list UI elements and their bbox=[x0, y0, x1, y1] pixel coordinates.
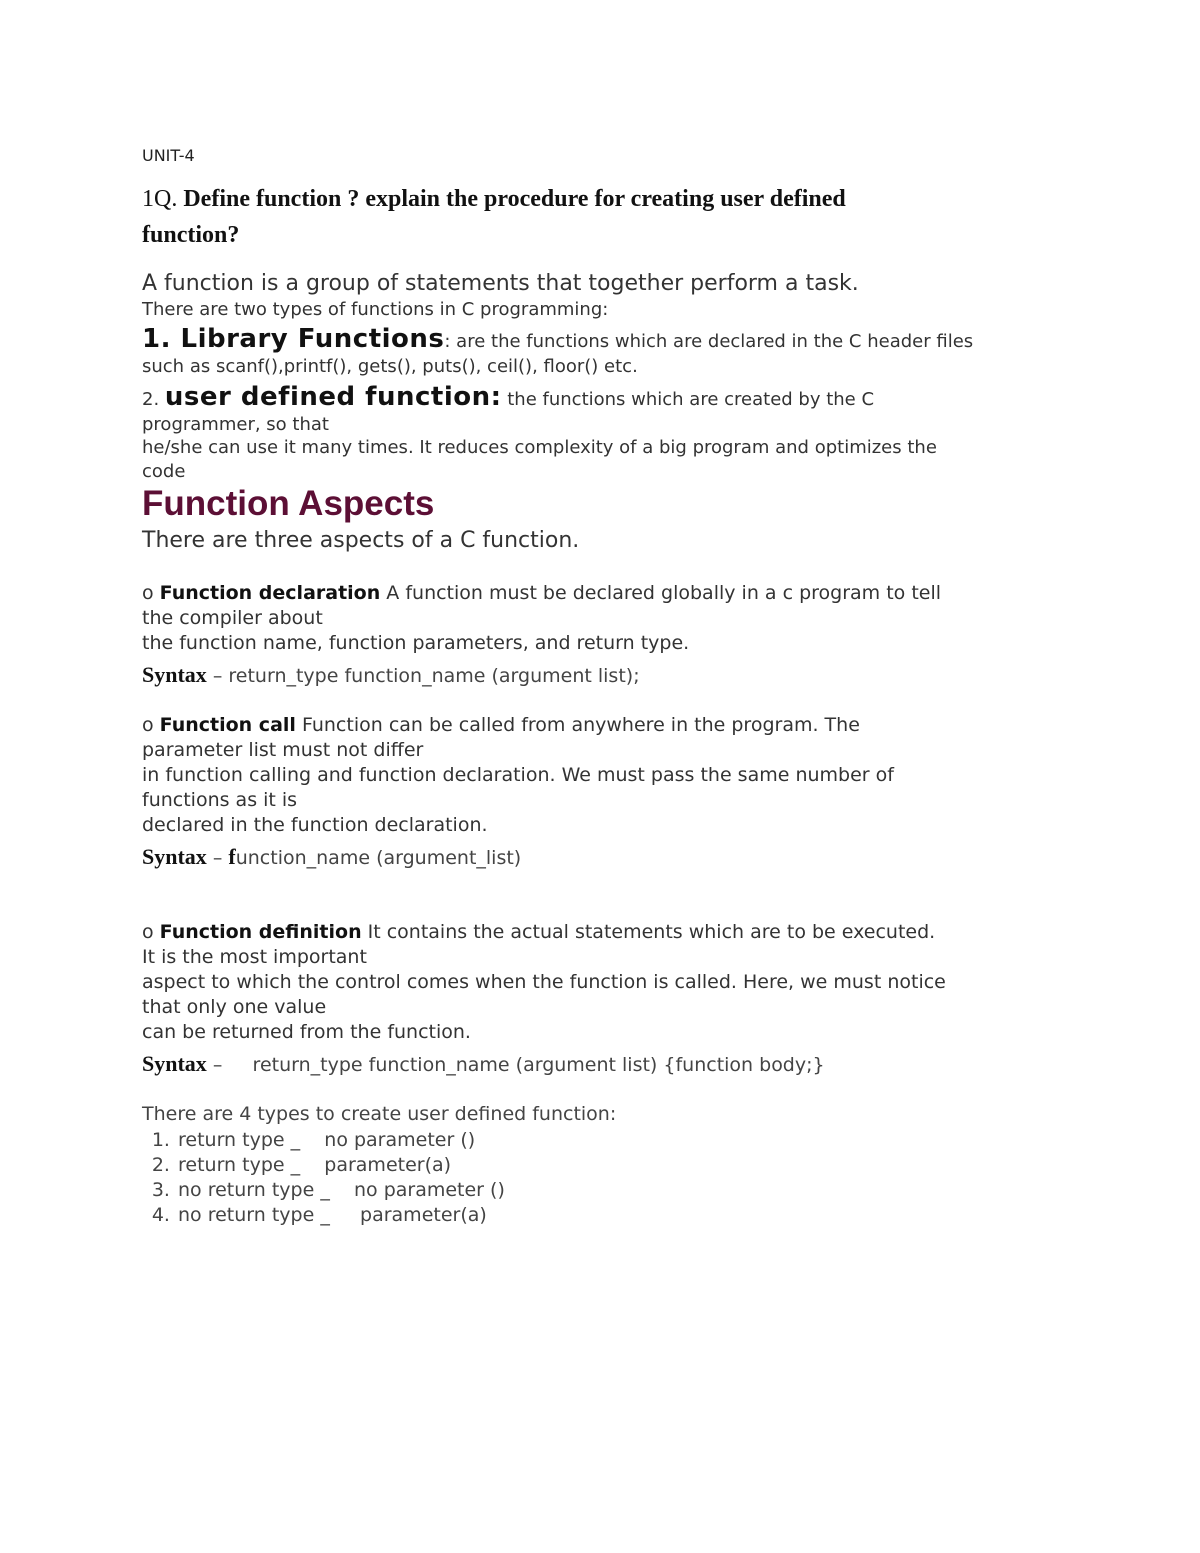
list-item: 2. return type _ parameter(a) bbox=[176, 1153, 505, 1178]
list-item: 1. return type _ no parameter () bbox=[176, 1128, 505, 1153]
definition-line-3: aspect to which the control comes when the function is called. Here, we must notice bbox=[142, 971, 946, 993]
call-line-2: parameter list must not differ bbox=[142, 739, 424, 761]
definition-line-5: can be returned from the function. bbox=[142, 1021, 471, 1043]
types-list bbox=[142, 1128, 505, 1228]
user-defined-text-4: code bbox=[142, 461, 186, 482]
question-text: Define function ? explain the procedure for creating user defined bbox=[183, 186, 846, 212]
aspects-title: Function Aspects bbox=[142, 484, 435, 523]
syntax-dash: – bbox=[206, 1054, 253, 1076]
types-intro: There are 4 types to create user defined function: bbox=[142, 1103, 617, 1125]
declaration-text-1: A function must be declared globally in a c program to tell bbox=[380, 582, 942, 604]
declaration-line-1 bbox=[142, 582, 941, 604]
definition-syntax-value: return_type function_name (argument list) {function body;} bbox=[252, 1054, 825, 1076]
unit-heading: UNIT-4 bbox=[142, 146, 195, 165]
definition-syntax bbox=[142, 1051, 825, 1077]
declaration-syntax-value: return_type function_name (argument list); bbox=[228, 665, 640, 687]
call-line-5: declared in the function declaration. bbox=[142, 814, 488, 836]
declaration-line-2: the compiler about bbox=[142, 607, 323, 629]
user-defined-text: the functions which are created by the C bbox=[501, 389, 875, 410]
user-defined-number: 2. bbox=[142, 389, 165, 410]
definition-line-4: that only one value bbox=[142, 996, 327, 1018]
syntax-label: Syntax bbox=[142, 1051, 207, 1076]
library-functions-text: : are the functions which are declared in the C header files bbox=[444, 331, 974, 352]
user-defined-line bbox=[142, 382, 874, 412]
library-functions-examples: such as scanf(),printf(), gets(), puts(), ceil(), floor() etc. bbox=[142, 356, 638, 377]
function-definition-text: A function is a group of statements that together perform a task. bbox=[142, 271, 859, 296]
call-line-1 bbox=[142, 714, 860, 736]
library-functions-line bbox=[142, 324, 973, 354]
definition-label: Function definition bbox=[159, 921, 362, 943]
call-syntax-first-letter: f bbox=[228, 844, 236, 869]
bullet-icon: o bbox=[142, 921, 154, 943]
bullet-icon: o bbox=[142, 714, 154, 736]
declaration-syntax bbox=[142, 662, 640, 688]
definition-text-1: It contains the actual statements which are to be executed. bbox=[361, 921, 936, 943]
list-item: 3. no return type _ no parameter () bbox=[176, 1178, 505, 1203]
syntax-dash: – bbox=[206, 847, 229, 869]
aspects-subtitle: There are three aspects of a C function. bbox=[142, 528, 580, 553]
bullet-icon: o bbox=[142, 582, 154, 604]
syntax-dash: – bbox=[206, 665, 229, 687]
call-text-1: Function can be called from anywhere in the program. The bbox=[295, 714, 860, 736]
function-types-intro: There are two types of functions in C programming: bbox=[142, 299, 609, 320]
call-line-3: in function calling and function declaration. We must pass the same number of bbox=[142, 764, 894, 786]
declaration-label: Function declaration bbox=[159, 582, 381, 604]
list-item: 4. no return type _ parameter(a) bbox=[176, 1203, 505, 1228]
call-line-4: functions as it is bbox=[142, 789, 298, 811]
question-line-2: function? bbox=[142, 222, 240, 248]
definition-line-1 bbox=[142, 921, 935, 943]
library-functions-label: 1. Library Functions bbox=[142, 324, 445, 354]
call-syntax bbox=[142, 844, 521, 870]
question-line-1 bbox=[142, 186, 846, 213]
call-syntax-value: unction_name (argument_list) bbox=[235, 847, 522, 869]
syntax-label: Syntax bbox=[142, 844, 207, 869]
syntax-label: Syntax bbox=[142, 662, 207, 687]
user-defined-label: user defined function: bbox=[164, 382, 502, 412]
user-defined-text-3: he/she can use it many times. It reduces complexity of a big program and optimizes the bbox=[142, 437, 937, 458]
user-defined-text-2: programmer, so that bbox=[142, 414, 329, 435]
declaration-line-3: the function name, function parameters, and return type. bbox=[142, 632, 690, 654]
call-label: Function call bbox=[159, 714, 296, 736]
definition-line-2: It is the most important bbox=[142, 946, 367, 968]
question-number: 1Q. bbox=[142, 186, 178, 212]
